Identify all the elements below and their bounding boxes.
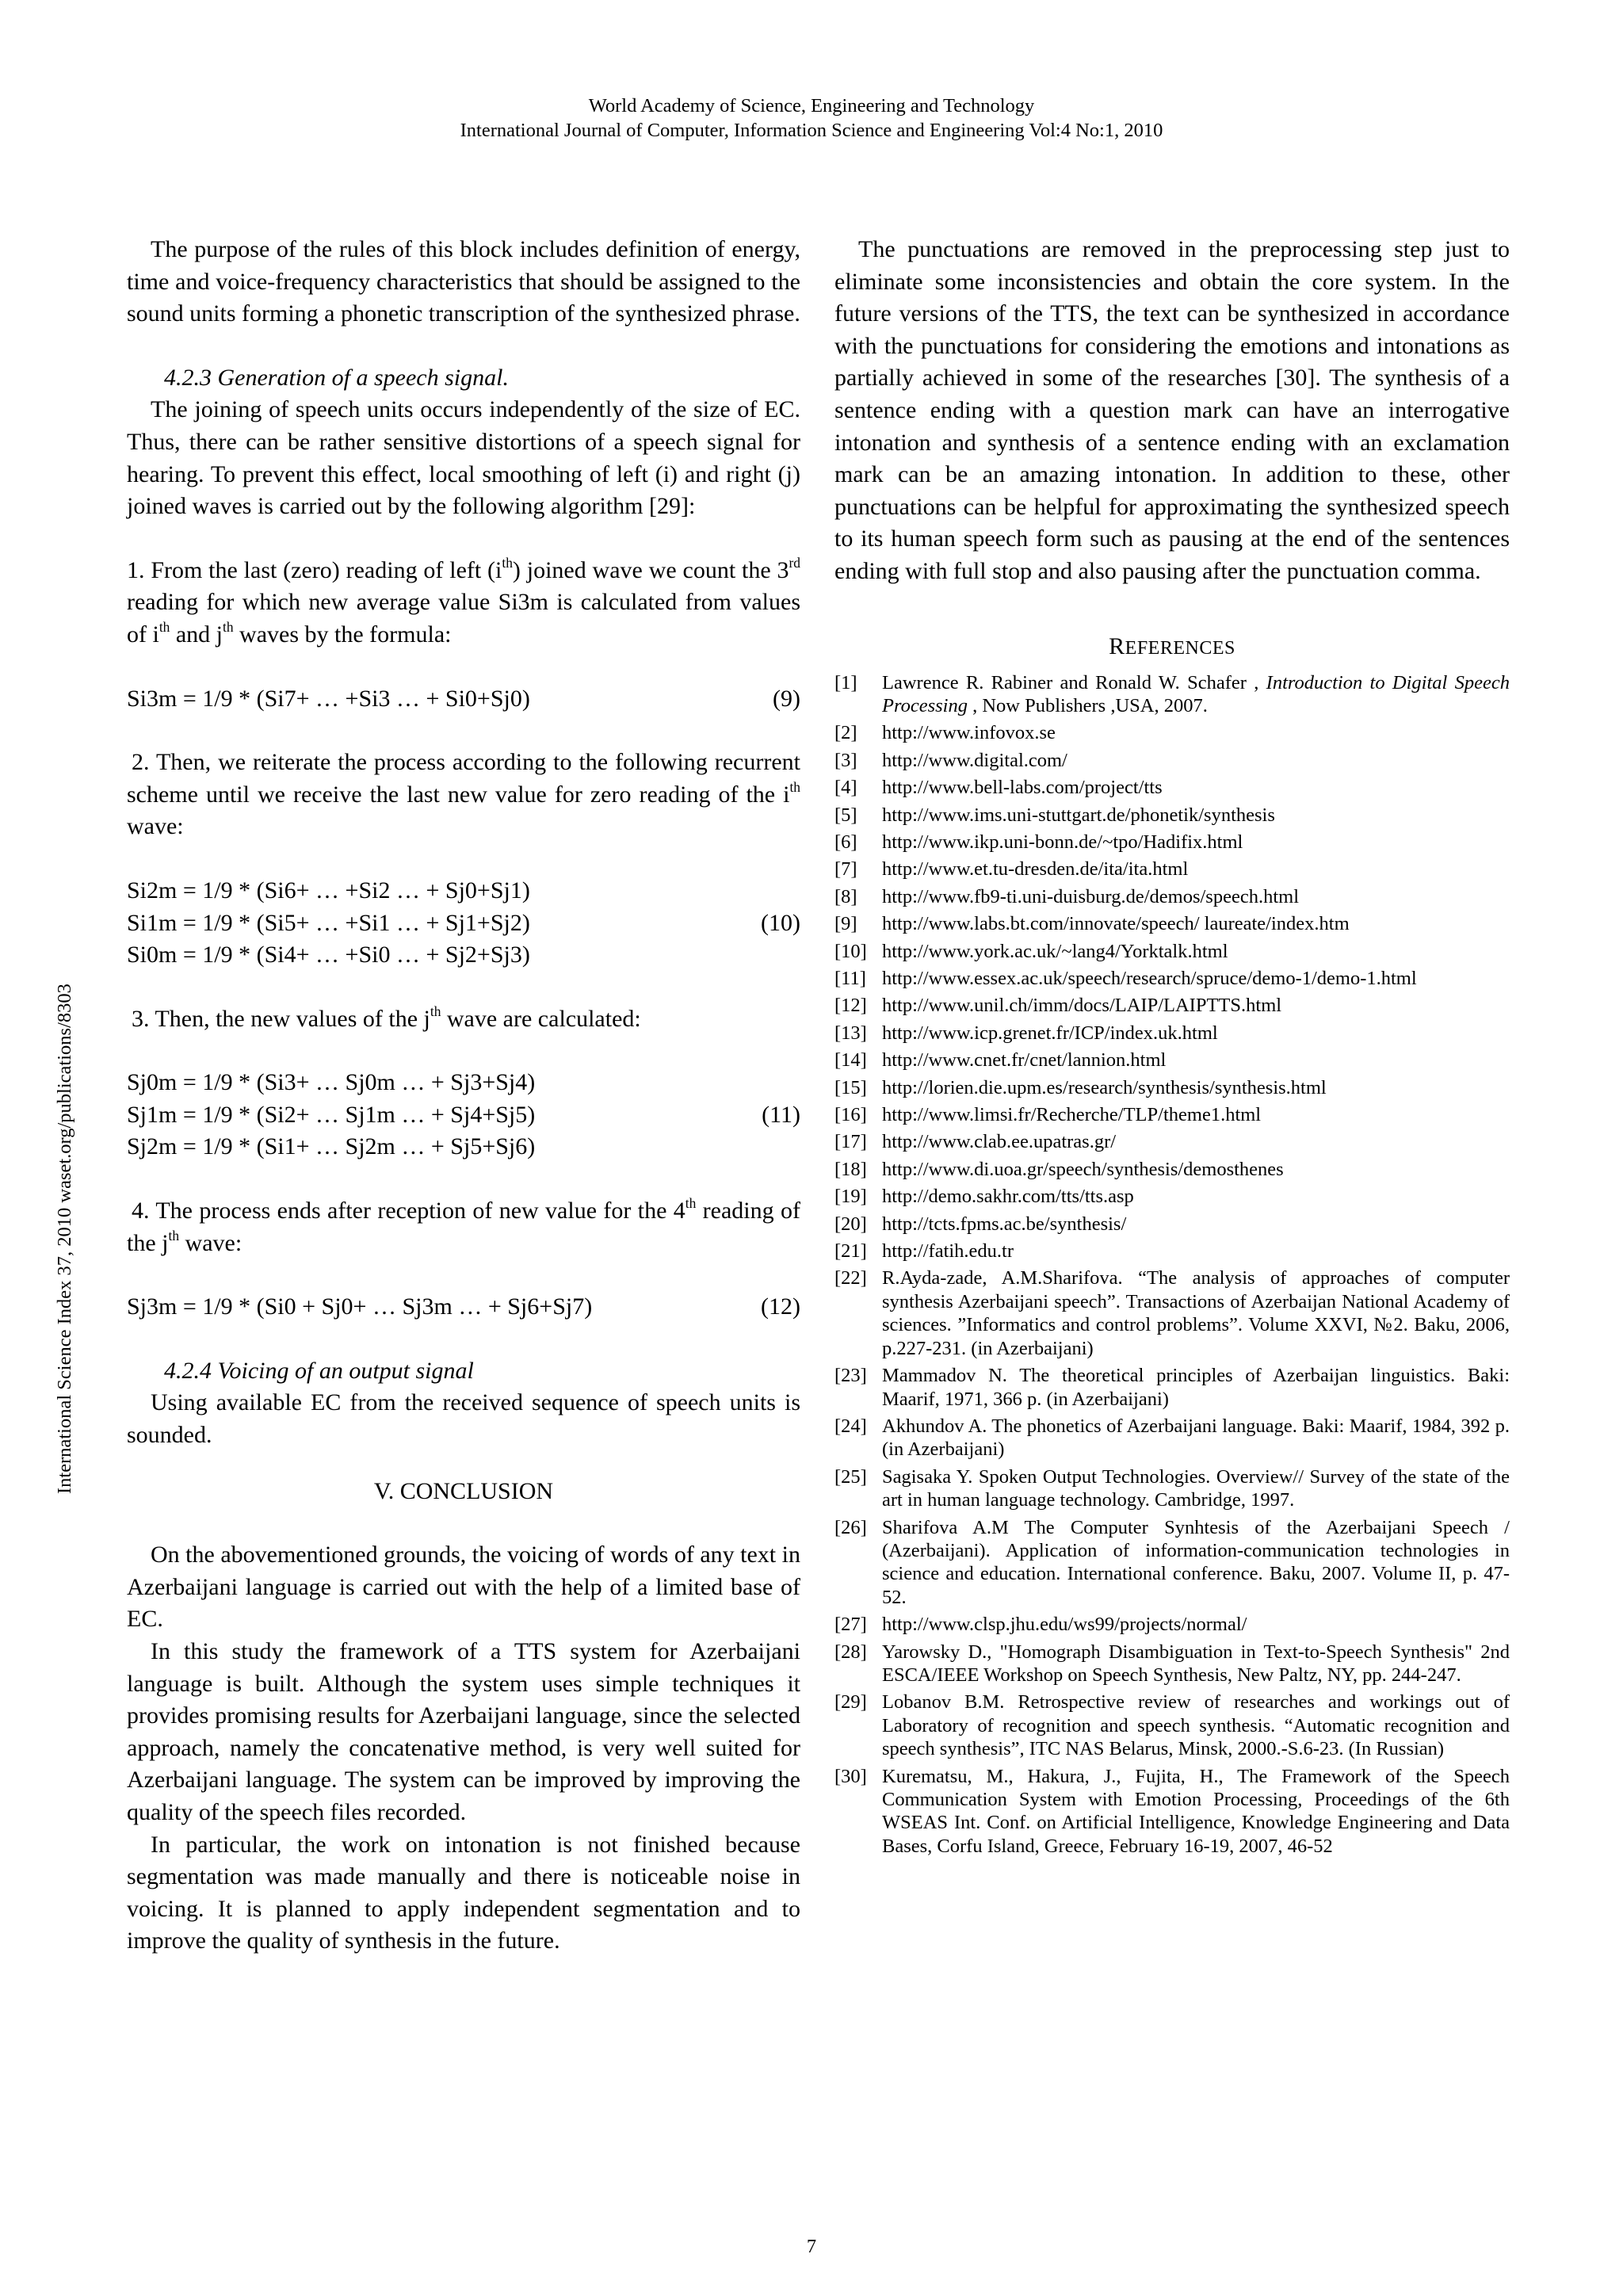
reference-item <box>834 1076 1510 1099</box>
reference-text: Akhundov A. The phonetics of Azerbaijani language. Baki: Maarif, 1984, 392 p. (in Azerbaijani) <box>882 1415 1510 1461</box>
reference-number: [2] <box>834 722 857 744</box>
equation-11-line: Sj1m = 1/9 * (Si2+ … Sj1m … + Sj4+Sj5) <box>127 1101 536 1128</box>
reference-text: http://www.di.uoa.gr/speech/synthesis/demosthenes <box>882 1158 1284 1180</box>
paragraph-punctuations: The punctuations are removed in the preprocessing step just to eliminate some inconsistencies and obtain the core system. In the future versions of the TTS, the text can be synthesized in accordance with the punctuations for considering the emotions and intonations as partially achieved in some of the researches [30]. The synthesis of a sentence ending with a question mark can have an interrogative intonation and synthesis of a sentence ending with an exclamation mark can be an amazing intonation. In addition to these, other punctuations can be helpful for approximating the synthesized speech to its human speech form such as pausing at the end of the sentences ending with full stop and also pausing after the punctuation comma. <box>834 236 1510 584</box>
subheading-voicing: 4.2.4 Voicing of an output signal <box>164 1357 474 1384</box>
reference-item <box>834 994 1510 1017</box>
reference-item <box>834 1465 1510 1512</box>
reference-text: http://www.digital.com/ <box>882 749 1067 771</box>
reference-number: [18] <box>834 1158 867 1180</box>
subheading-generation: 4.2.3 Generation of a speech signal. <box>164 364 509 391</box>
reference-text: http://tcts.fpms.ac.be/synthesis/ <box>882 1213 1127 1235</box>
reference-item <box>834 1516 1510 1610</box>
reference-number: [11] <box>834 968 866 989</box>
reference-number: [28] <box>834 1641 867 1663</box>
reference-text: Kurematsu, M., Hakura, J., Fujita, H., The Framework of the Speech Communication System with Emotion Processing, Proceedings of the 6th WSEAS Int. Conf. on Artificial Intelligence, Knowledge Engineering and Data Bases, Corfu Island, Greece, February 16-19, 2007, 46-52 <box>882 1765 1510 1857</box>
reference-number: [23] <box>834 1365 867 1387</box>
reference-number: [24] <box>834 1415 867 1437</box>
reference-number: [16] <box>834 1104 867 1126</box>
reference-text: Sagisaka Y. Spoken Output Technologies. Overview// Survey of the state of the art in human language technology. Cambridge, 1997. <box>882 1465 1510 1511</box>
reference-text: http://www.bell-labs.com/project/tts <box>882 777 1163 799</box>
reference-number: [7] <box>834 858 857 881</box>
equation-10-line: Si2m = 1/9 * (Si6+ … +Si2 … + Sj0+Sj1) <box>127 877 530 904</box>
reference-number: [10] <box>834 940 867 962</box>
equation-12 <box>127 1291 800 1324</box>
reference-number: [12] <box>834 995 867 1017</box>
reference-text: http://www.ikp.uni-bonn.de/~tpo/Hadifix.html <box>882 831 1243 853</box>
reference-item <box>834 1103 1510 1126</box>
reference-item <box>834 1213 1510 1236</box>
reference-text: http://www.icp.grenet.fr/ICP/index.uk.html <box>882 1022 1218 1044</box>
reference-text: http://www.et.tu-dresden.de/ita/ita.html <box>882 858 1189 881</box>
reference-text: Sharifova A.M The Computer Synhtesis of the Azerbaijani Speech / (Azerbaijani). Application of information-communication technologies in science and education. International conference. Baku, 2007. Volume II, p. 47-52. <box>882 1516 1510 1608</box>
reference-item <box>834 967 1510 990</box>
reference-number: [20] <box>834 1213 867 1235</box>
reference-number: [14] <box>834 1049 867 1072</box>
reference-item <box>834 1641 1510 1687</box>
reference-item <box>834 1158 1510 1181</box>
equation-9 <box>127 683 800 716</box>
reference-number: [13] <box>834 1022 867 1044</box>
reference-item <box>834 1364 1510 1411</box>
equation-9-number: (9) <box>773 685 800 712</box>
equation-10-line: Si1m = 1/9 * (Si5+ … +Si1 … + Sj1+Sj2) <box>127 909 530 936</box>
step-4: 4. The process ends after reception of new value for the 4th reading of the $j^{th}$ wave: <box>127 1195 800 1256</box>
reference-item <box>834 1765 1510 1859</box>
equation-11-line: Sj2m = 1/9 * (Si1+ … Sj2m … + Sj5+Sj6) <box>127 1133 536 1160</box>
reference-text: http://www.clsp.jhu.edu/ws99/projects/normal/ <box>882 1614 1247 1636</box>
right-column <box>834 234 1510 1862</box>
reference-number: [5] <box>834 804 857 826</box>
reference-text: Yarowsky D., "Homograph Disambiguation in Text-to-Speech Synthesis" 2nd ESCA/IEEE Workshop on Speech Synthesis, New Paltz, NY, pp. 244-247. <box>882 1641 1510 1686</box>
reference-number: [4] <box>834 777 857 799</box>
reference-item <box>834 1049 1510 1072</box>
reference-number: [25] <box>834 1465 867 1488</box>
conclusion-paragraph-1: On the abovementioned grounds, the voicing of words of any text in Azerbaijani language is carried out with the help of a limited base of EC. <box>127 1541 800 1633</box>
reference-text: http://www.york.ac.uk/~lang4/Yorktalk.html <box>882 940 1228 962</box>
reference-text: http://www.essex.ac.uk/speech/research/spruce/demo-1/demo-1.html <box>882 968 1417 989</box>
reference-item <box>834 776 1510 799</box>
reference-item <box>834 1415 1510 1461</box>
reference-text: Mammadov N. The theoretical principles of Azerbaijan linguistics. Baki: Maarif, 1971, 366 p. (in Azerbaijani) <box>882 1365 1510 1410</box>
equation-12-text: Sj3m = 1/9 * (Si0 + Sj0+ … Sj3m … + Sj6+Sj7) <box>127 1293 593 1320</box>
header-line-2: International Journal of Computer, Information Science and Engineering Vol:4 No:1, 2010 <box>460 120 1163 141</box>
reference-text: http://www.fb9-ti.uni-duisburg.de/demos/speech.html <box>882 885 1300 907</box>
equation-11-line: Sj0m = 1/9 * (Si3+ … Sj0m … + Sj3+Sj4) <box>127 1069 536 1096</box>
reference-number: [15] <box>834 1076 867 1098</box>
reference-item <box>834 831 1510 854</box>
reference-text: http://www.limsi.fr/Recherche/TLP/theme1.html <box>882 1104 1262 1126</box>
equation-12-number: (12) <box>761 1293 800 1320</box>
references-title: REFERENCES <box>1109 632 1235 659</box>
reference-text: http://www.cnet.fr/cnet/lannion.html <box>882 1049 1167 1072</box>
section-title-conclusion: V. CONCLUSION <box>373 1477 554 1504</box>
left-column <box>127 234 800 1958</box>
reference-number: [22] <box>834 1267 867 1289</box>
reference-text: http://www.clab.ee.upatras.gr/ <box>882 1131 1117 1153</box>
reference-item <box>834 1690 1510 1760</box>
reference-number: [17] <box>834 1131 867 1153</box>
paragraph-voicing: Using available EC from the received sequence of speech units is sounded. <box>127 1389 800 1449</box>
reference-item <box>834 1185 1510 1208</box>
equation-11 <box>127 1067 800 1163</box>
reference-number: [27] <box>834 1614 867 1636</box>
reference-text: Lobanov B.M. Retrospective review of researches and workings out of Laboratory of recognition and speech synthesis. “Automatic recognition and speech synthesis”, ITC NAS Belarus, Minsk, 2000.-S.6-23. (In Russian) <box>882 1691 1510 1760</box>
reference-number: [9] <box>834 913 857 935</box>
conclusion-paragraph-3: In particular, the work on intonation is not finished because segmentation was made manually and there is noticeable noise in voicing. It is planned to apply independent segmentation and to improve the quality of synthesis in the future. <box>127 1831 800 1954</box>
equation-10 <box>127 875 800 972</box>
reference-item <box>834 858 1510 881</box>
references-list <box>834 671 1510 1859</box>
reference-number: [8] <box>834 885 857 907</box>
conclusion-paragraph-2: In this study the framework of a TTS system for Azerbaijani language is built. Although the system uses simple techniques it provides promising results for Azerbaijani language, since the selected approach, namely the concatenative method, is very well suited for Azerbaijani language. The system can be improved by improving the quality of the speech files recorded. <box>127 1638 800 1825</box>
reference-number: [6] <box>834 831 857 853</box>
journal-header <box>0 94 1623 143</box>
reference-item <box>834 1240 1510 1263</box>
reference-number: [19] <box>834 1186 867 1208</box>
reference-item <box>834 1022 1510 1045</box>
reference-item <box>834 749 1510 772</box>
paragraph-joining: The joining of speech units occurs independently of the size of EC. Thus, there can be rather sensitive distortions of a speech signal for hearing. To prevent this effect, local smoothing of left (i) and right (j) joined waves is carried out by the following algorithm [29]: <box>127 396 800 520</box>
reference-item <box>834 940 1510 963</box>
step-3: 3. Then, the new values of the $j^{th}$ wave are calculated: <box>132 1003 641 1032</box>
reference-number: [29] <box>834 1691 867 1713</box>
reference-text: http://www.labs.bt.com/innovate/speech/ laureate/index.htm <box>882 913 1350 935</box>
reference-number: [21] <box>834 1240 867 1263</box>
equation-10-line: Si0m = 1/9 * (Si4+ … +Si0 … + Sj2+Sj3) <box>127 942 530 968</box>
reference-number: [30] <box>834 1765 867 1787</box>
step-1: 1. From the last (zero) reading of left $(i^{th})$ joined wave we count the 3rd reading for which new average value Si3m is calculated from values of $i^{th}$ and $j^{th}$ waves by the formula: <box>127 554 800 648</box>
reference-text: http://www.ims.uni-stuttgart.de/phonetik/synthesis <box>882 804 1275 826</box>
reference-item <box>834 885 1510 908</box>
equation-10-number: (10) <box>761 909 800 936</box>
reference-text: R.Ayda-zade, A.M.Sharifova. “The analysis of approaches of computer synthesis Azerbaijani speech”. Transactions of Azerbaijan National Academy of sciences. ”Informatics and control problems”. Volume XXVI, №2. Baku, 2006, p.227-231. (in Azerbaijani) <box>882 1267 1510 1359</box>
step-2: 2. Then, we reiterate the process according to the following recurrent scheme until we receive the last new value for zero reading of the $i^{th}$ wave: <box>127 749 800 840</box>
reference-text: http://www.unil.ch/imm/docs/LAIP/LAIPTTS.html <box>882 995 1282 1017</box>
reference-number: [3] <box>834 749 857 771</box>
reference-item <box>834 912 1510 935</box>
equation-9-text: Si3m = 1/9 * (Si7+ … +Si3 … + Si0+Sj0) <box>127 685 530 712</box>
paragraph-rules-purpose: The purpose of the rules of this block includes definition of energy, time and voice-frequency characteristics that should be assigned to the sound units forming a phonetic transcription of the synthesized phrase. <box>127 236 800 327</box>
header-line-1: World Academy of Science, Engineering and Technology <box>588 95 1035 117</box>
reference-text: http://fatih.edu.tr <box>882 1240 1014 1263</box>
reference-item <box>834 721 1510 744</box>
reference-item <box>834 1266 1510 1360</box>
page-number: 7 <box>806 2236 817 2257</box>
equation-11-number: (11) <box>762 1101 800 1128</box>
reference-text: http://www.infovox.se <box>882 722 1056 744</box>
reference-text: Lawrence R. Rabiner and Ronald W. Schafer , Introduction to Digital Speech Processing , Now Publishers ,USA, 2007. <box>882 671 1510 716</box>
reference-number: [1] <box>834 671 857 693</box>
reference-item <box>834 804 1510 827</box>
side-index-text: International Science Index 37, 2010 waset.org/publications/8303 <box>54 984 75 1494</box>
reference-item <box>834 1130 1510 1153</box>
reference-item <box>834 671 1510 718</box>
reference-text: http://lorien.die.upm.es/research/synthesis/synthesis.html <box>882 1076 1327 1098</box>
reference-number: [26] <box>834 1516 867 1538</box>
reference-text: http://demo.sakhr.com/tts/tts.asp <box>882 1186 1134 1208</box>
reference-item <box>834 1613 1510 1636</box>
